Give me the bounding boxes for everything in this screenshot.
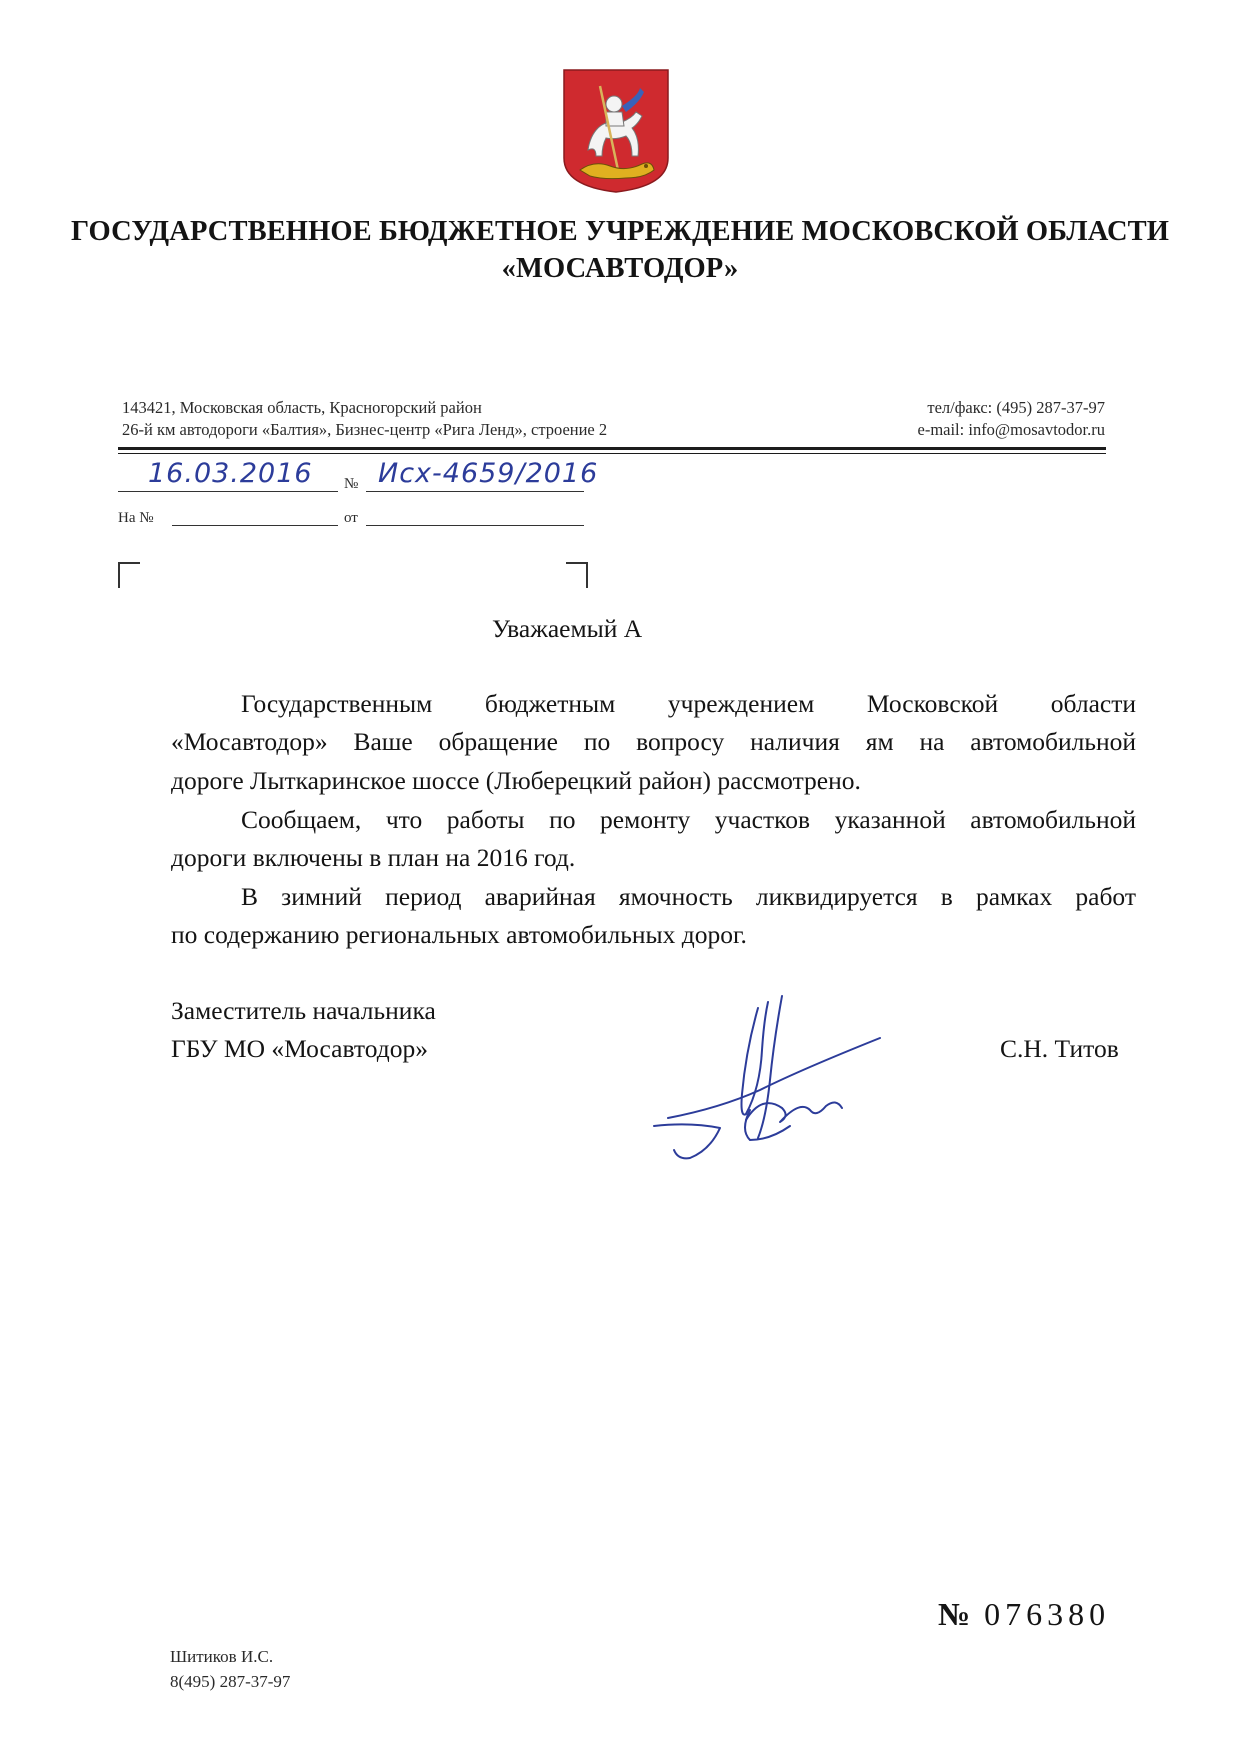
paragraph1-line3: дороге Лыткаринское шоссе (Люберецкий район) рассмотрено. [171, 766, 861, 795]
paragraph1-line1: Государственным бюджетным учреждением Московской области [241, 689, 1136, 718]
paragraph3-line2: по содержанию региональных автомобильных дорог. [171, 920, 747, 949]
email: e-mail: info@mosavtodor.ru [917, 420, 1105, 439]
letterhead-rule [118, 447, 1106, 450]
number-label: № [344, 476, 359, 492]
salutation: Уважаемый А [492, 614, 643, 643]
signatory-title-line2: ГБУ МО «Мосавтодор» [171, 1034, 428, 1063]
reference-number-line [172, 525, 338, 526]
phone-fax: тел/факс: (495) 287-37-97 [927, 398, 1105, 417]
paragraph1-line2: «Мосавтодор» Ваше обращение по вопросу наличия ям на автомобильной [171, 727, 1136, 756]
address-line1: 143421, Московская область, Красногорский район [122, 398, 482, 417]
outgoing-number: Исх-4659/2016 [378, 458, 599, 489]
number-underline [366, 491, 584, 492]
org-title-line1: ГОСУДАРСТВЕННОЕ БЮДЖЕТНОЕ УЧРЕЖДЕНИЕ МОСКОВСКОЙ ОБЛАСТИ [70, 216, 1170, 247]
reference-from-label: от [344, 510, 358, 526]
registration-number [938, 1596, 1110, 1633]
paragraph2-line2: дороги включены в план на 2016 год. [171, 843, 576, 872]
date-underline [118, 491, 338, 492]
outgoing-date: 16.03.2016 [148, 458, 313, 489]
registration-value: 076380 [984, 1596, 1111, 1632]
letterhead-rule-thin [118, 453, 1106, 454]
executor-name: Шитиков И.С. [170, 1647, 274, 1666]
org-title-line2: «МОСАВТОДОР» [501, 253, 739, 284]
address-corner-right [566, 562, 588, 588]
reference-date-line [366, 525, 584, 526]
address-line2: 26-й км автодороги «Балтия», Бизнес-центр «Рига Ленд», строение 2 [122, 420, 608, 439]
moscow-region-emblem-icon [560, 66, 672, 194]
handwritten-signature-icon [650, 990, 910, 1170]
reference-label: На № [118, 510, 154, 526]
paragraph2-line1: Сообщаем, что работы по ремонту участков указанной автомобильной [241, 805, 1136, 834]
registration-mark: № [938, 1596, 971, 1632]
paragraph3-line1: В зимний период аварийная ямочность ликвидируется в рамках работ [241, 882, 1136, 911]
executor-phone: 8(495) 287-37-97 [170, 1672, 291, 1691]
signatory-title-line1: Заместитель начальника [171, 996, 436, 1025]
signatory-name: С.Н. Титов [1000, 1034, 1119, 1063]
address-corner-left [118, 562, 140, 588]
